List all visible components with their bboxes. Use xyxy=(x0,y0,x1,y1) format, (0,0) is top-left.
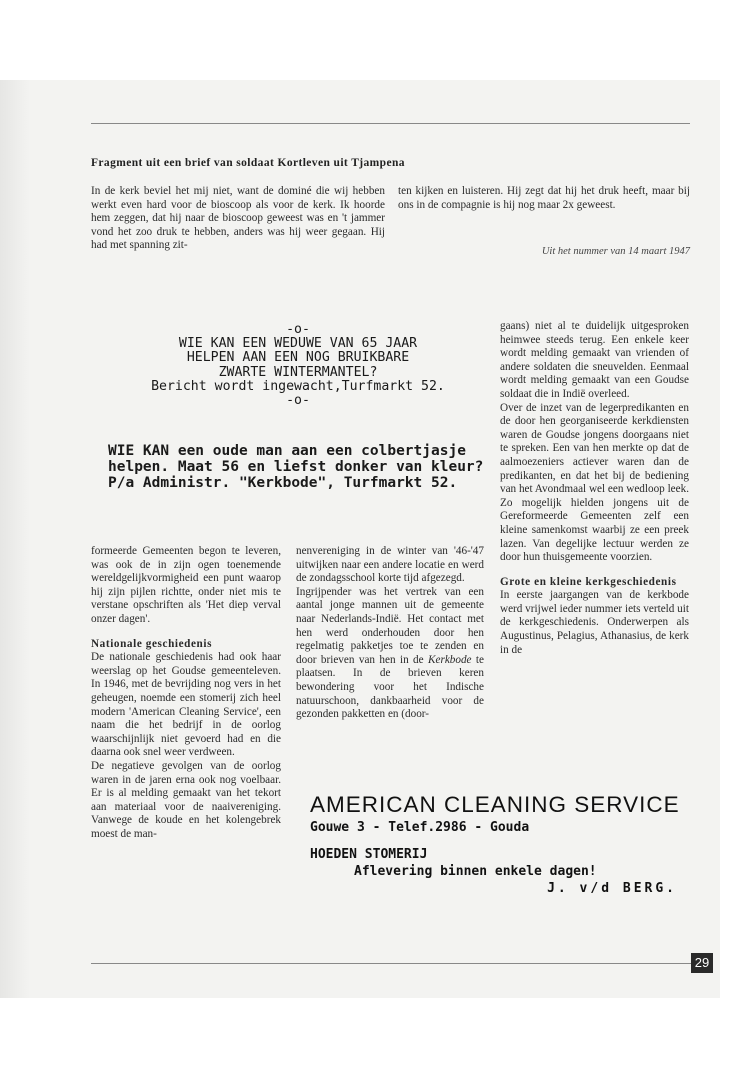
advertisement-american-cleaning xyxy=(310,792,695,896)
clipping1-line4: Bericht wordt ingewacht,Turfmarkt 52. xyxy=(151,378,445,394)
body-mid-p2 xyxy=(296,586,484,722)
ad-owner: J. v/d BERG. xyxy=(547,881,677,896)
body-column-left xyxy=(91,545,281,841)
page-number: 29 xyxy=(691,953,713,973)
body-mid-p2-before: Ingrijpender was het vertrek van een aantal jonge mannen uit de gemeente naar Nederlands-Indië. Het contact met hen werd onderhouden door hen regelmatig pakketjes toe te zenden en door brieven van hen in de xyxy=(296,585,484,666)
clipping-separator-top: -o- xyxy=(286,322,310,337)
body-mid-p2-after: te plaatsen. In de brieven keren bewondering voor het Indische natuurschoon, dankbaarheid voor de gezonden pakketten en (door- xyxy=(296,653,485,721)
body-mid-p1: nenvereniging in de winter van '46-'47 uitwijken naar een andere locatie en werd de zondagsschool korte tijd afgezegd. xyxy=(296,545,484,585)
body-right-p3: In eerste jaargangen van de kerkbode werd vrijwel ieder nummer iets verteld uit de kerkgeschiedenis. Onderwerpen als Augustinus, Pelagius, Athanasius, de kerk in de xyxy=(500,589,689,656)
letter-text-1: In de kerk beviel het mij niet, want de dominé die wij hebben werkt even hard voor de bioscoop als voor de kerk. Ik hoorde hem zeggen, dat hij naar de bioscoop geweest was en 't jammer vond het zoo druk te hebben, anders was hij weer gegaan. Hij had met spanning zit- xyxy=(91,185,385,252)
body-left-p1: formeerde Gemeenten begon te leveren, was ook de in zijn ogen toenemende wereldgelijkvormigheid een punt waarop hij zijn pijlen richtte, onder niet mis te verstane opschriften als 'Het diep verval onzer dagen'. xyxy=(91,545,281,625)
body-right-p1: gaans) niet al te duidelijk uitgesproken heimwee steeds terug. Een enkele keer wordt melding gemaakt van vrienden of andere soldaten die sneuvelden. Eenmaal wordt melding gemaakt van een Goudse soldaat die in Indië overleed. xyxy=(500,320,689,400)
subheading-kerkgeschiedenis: Grote en kleine kerkgeschiedenis xyxy=(500,575,677,588)
ad-address: Gouwe 3 - Telef.2986 - Gouda xyxy=(310,820,530,835)
letter-text-2: ten kijken en luisteren. Hij zegt dat hij het druk heeft, maar bij ons in de compagnie is hij nog maar 2x geweest. xyxy=(398,185,690,211)
ad-title: AMERICAN CLEANING SERVICE xyxy=(310,792,680,817)
clipping-colbertjasje: WIE KAN een oude man aan een colbertjasje helpen. Maat 56 en liefst donker van kleur? P/a Administr. "Kerkbode", Turfmarkt 52. xyxy=(108,443,484,491)
kerkbode-title: Kerkbode xyxy=(428,653,472,666)
article-heading: Fragment uit een brief van soldaat Kortleven uit Tjampena xyxy=(91,157,405,169)
letter-column-1 xyxy=(91,185,385,253)
page-binding-shadow xyxy=(0,80,30,998)
top-rule xyxy=(91,123,690,124)
body-column-middle xyxy=(296,545,484,722)
letter-column-2 xyxy=(398,185,690,212)
body-right-p2: Over de inzet van de legerpredikanten en de door hen georganiseerde kerkdiensten waren de Goudse jongens doorgaans niet te spreken. Een van hen merkte op dat de aalmoezeniers actiever waren dan de predikanten, en dat het bij de bediening van het Avondmaal wel een wedloop leek. Zo mogelijk hielden jongens uit de Gereformeerde Gemeenten zelf een kleine samenkomst waarbij ze een preek lazen. Van degelijke lectuur werden ze door hun thuisgemeente voorzien. xyxy=(500,401,689,564)
ad-service: HOEDEN STOMERIJ xyxy=(310,847,428,862)
body-left-p3: De negatieve gevolgen van de oorlog waren in de jaren erna ook nog voelbaar. Er is al melding gemaakt van het tekort aan materiaal voor de naaivereniging. Vanwege de koude en het kolengebrek moest de man- xyxy=(91,759,281,840)
clipping-widow-coat xyxy=(108,323,488,408)
bottom-rule xyxy=(91,963,691,964)
clipping1-line1: WIE KAN EEN WEDUWE VAN 65 JAAR xyxy=(178,336,418,352)
subheading-nationale-geschiedenis: Nationale geschiedenis xyxy=(91,637,213,650)
body-left-p2: De nationale geschiedenis had ook haar weerslag op het Goudse gemeenteleven. In 1946, met de bevrijding nog vers in het geheugen, noemde een stomerij zich heel modern 'American Cleaning Service', een naam die het bedrijf in de oorlog waarschijnlijk niet gevoerd had en die daarna ook snel weer verdween. xyxy=(91,651,281,759)
ad-delivery: Aflevering binnen enkele dagen! xyxy=(354,864,597,879)
body-column-right xyxy=(500,320,689,657)
clipping1-line2: HELPEN AAN EEN NOG BRUIKBARE xyxy=(186,350,410,366)
source-note: Uit het nummer van 14 maart 1947 xyxy=(541,246,690,257)
clipping-separator-bottom: -o- xyxy=(286,393,310,409)
clipping1-line3: ZWARTE WINTERMANTEL? xyxy=(218,364,378,380)
